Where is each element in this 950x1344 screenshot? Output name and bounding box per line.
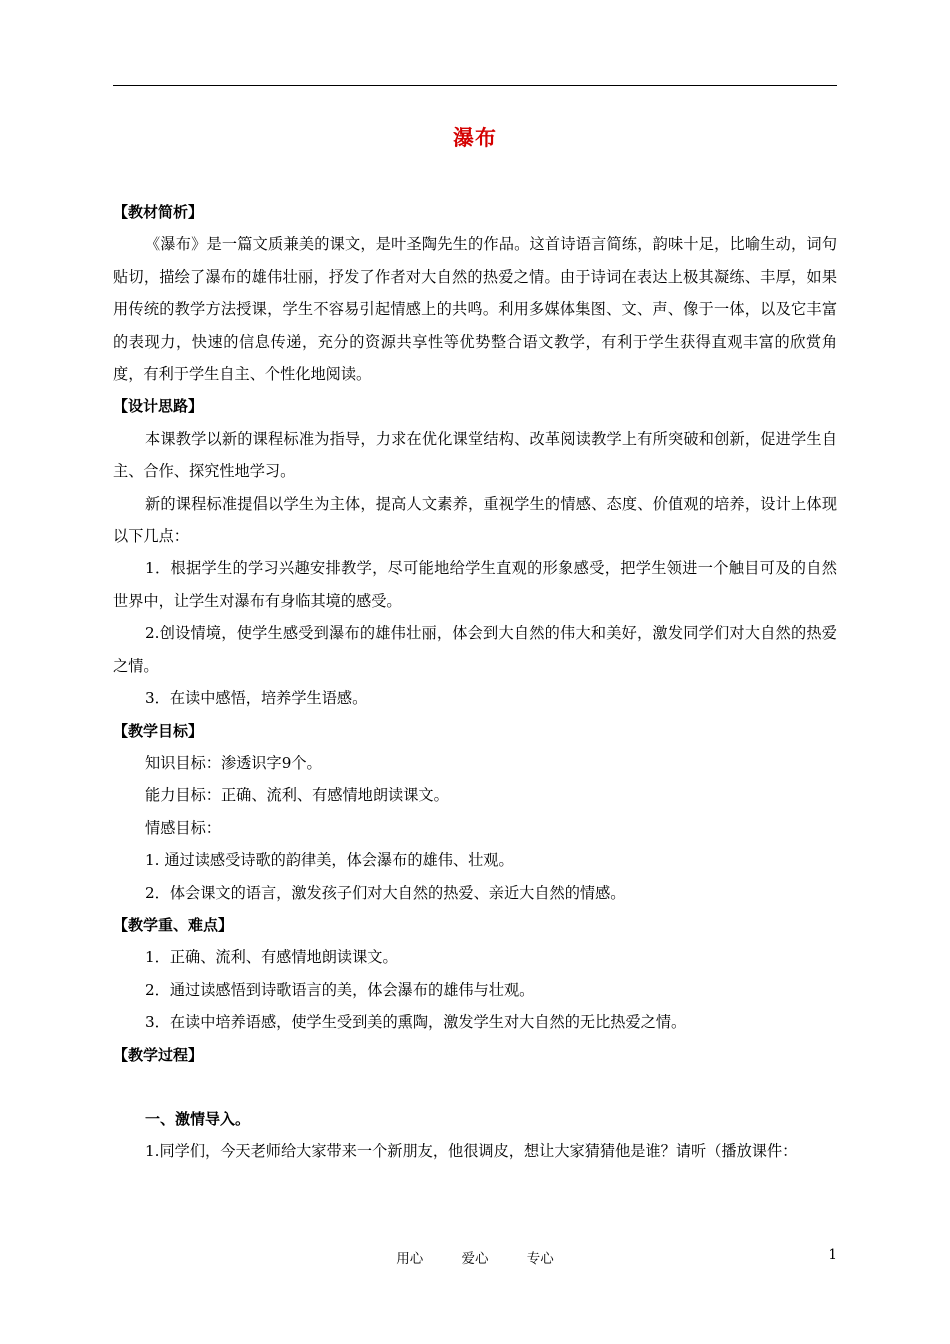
footer-motto-word: 专心 [526, 1251, 554, 1267]
design-list-item: 2.创设情境，使学生感受到瀑布的雄伟壮丽，体会到大自然的伟大和美好，激发同学们对大自然的热爱之情。 [113, 624, 837, 675]
section-heading-key-points: 【教学重、难点】 [113, 915, 234, 934]
page-number: 1 [828, 1247, 837, 1263]
section-heading-analysis: 【教材简析】 [113, 203, 204, 221]
footer-motto-word: 用心 [396, 1251, 424, 1267]
analysis-paragraph: 《瀑布》是一篇文质兼美的课文，是叶圣陶先生的作品。这首诗语言简练，韵味十足，比喻生动，词句贴切，描绘了瀑布的雄伟壮丽，抒发了作者对大自然的热爱之情。由于诗词在表达上极其凝练、丰厚，如果用传统的教学方法授课，学生不容易引起情感上的共鸣。利用多媒体集图、文、声、像于一体，以及它丰富的表现力，快速的信息传递，充分的资源共享性等优势整合语文教学，有利于学生获得直观丰富的欣赏角度，有利于学生自主、个性化地阅读。 [113, 235, 837, 384]
design-paragraph: 新的课程标准提倡以学生为主体，提高人文素养，重视学生的情感、态度、价值观的培养，设计上体现以下几点： [113, 494, 837, 546]
process-subheading: 一、激情导入。 [145, 1109, 251, 1128]
goal-item: 知识目标：渗透识字9个。 [145, 753, 322, 772]
goal-item: 情感目标： [145, 818, 221, 837]
goal-item: 2．体会课文的语言，激发孩子们对大自然的热爱、亲近大自然的情感。 [145, 883, 626, 902]
footer-motto-word: 爱心 [461, 1251, 489, 1267]
design-list-item: 3．在读中感悟，培养学生语感。 [145, 689, 368, 708]
design-paragraph: 本课教学以新的课程标准为指导，力求在优化课堂结构、改革阅读教学上有所突破和创新，促进学生自主、合作、探究性地学习。 [113, 429, 837, 481]
section-heading-design: 【设计思路】 [113, 397, 204, 416]
section-heading-goals: 【教学目标】 [113, 721, 204, 740]
section-heading-process: 【教学过程】 [113, 1045, 204, 1064]
header-rule [113, 85, 837, 86]
footer-motto [0, 1247, 950, 1267]
goal-item: 1. 通过读感受诗歌的韵律美，体会瀑布的雄伟、壮观。 [145, 851, 514, 870]
document-body [113, 196, 837, 1168]
design-list-item: 1．根据学生的学习兴趣安排教学，尽可能地给学生直观的形象感受，把学生领进一个触目可及的自然世界中，让学生对瀑布有身临其境的感受。 [113, 559, 837, 610]
key-point-item: 2．通过读感悟到诗歌语言的美，体会瀑布的雄伟与壮观。 [145, 980, 535, 999]
goal-item: 能力目标：正确、流利、有感情地朗读课文。 [145, 786, 449, 805]
process-paragraph: 1.同学们，今天老师给大家带来一个新朋友，他很调皮，想让大家猜猜他是谁？请听（播放课件： [145, 1142, 798, 1161]
key-point-item: 1．正确、流利、有感情地朗读课文。 [145, 948, 398, 967]
key-point-item: 3．在读中培养语感，使学生受到美的熏陶，激发学生对大自然的无比热爱之情。 [145, 1013, 687, 1032]
document-title: 瀑布 [453, 126, 497, 150]
blank-line [113, 1071, 837, 1103]
